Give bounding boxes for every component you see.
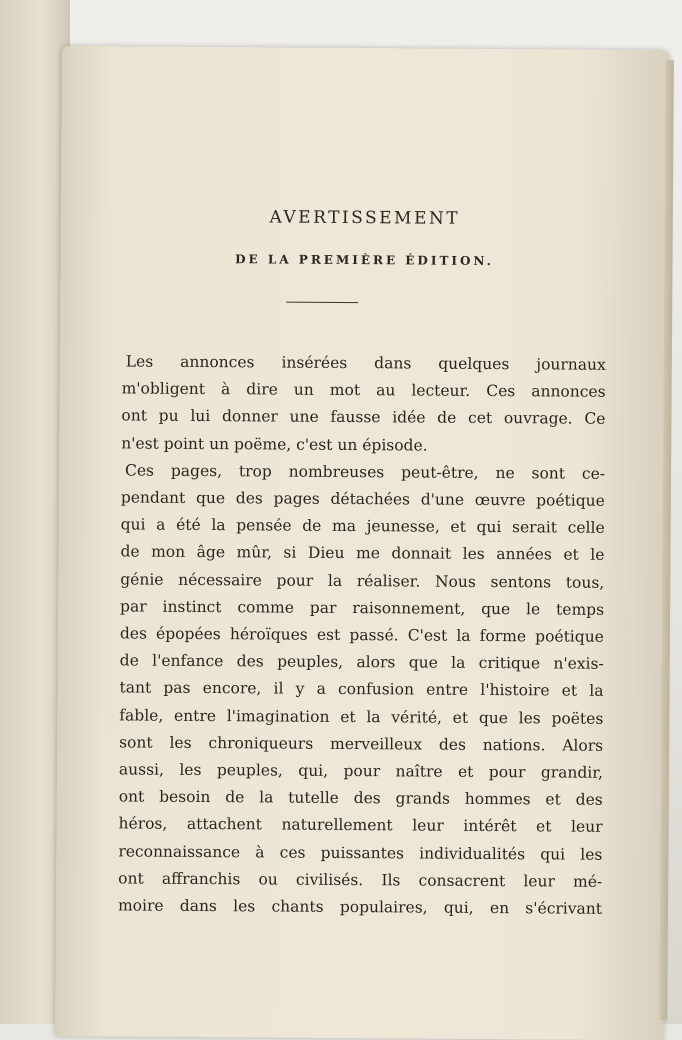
book-page: [55, 46, 670, 1040]
text-line: m'obligent à dire un mot au lecteur. Ces annonces: [121, 379, 606, 402]
text-line: pendant que des pages détachées d'une œuvre poétique: [120, 488, 605, 510]
text-line: fable, entre l'imagination et la vérité, et que les poëtes: [119, 706, 604, 728]
text-line: ont affranchis ou civilisés. Ils consacrent leur mé-: [118, 869, 603, 891]
text-line: de l'enfance des peuples, alors que la critique n'exis-: [119, 651, 604, 674]
text-line: n'est point un poëme, c'est un épisode.: [121, 434, 428, 455]
text-line: qui a été la pensée de ma jeunesse, et qui serait celle: [120, 515, 605, 538]
text-line: ont besoin de la tutelle des grands hommes et des: [118, 787, 603, 810]
text-line: reconnaissance à ces puissantes individualités qui les: [118, 842, 603, 864]
text-line: Ces pages, trop nombreuses peut-être, ne sont ce-: [124, 461, 606, 483]
text-line: sont les chroniqueurs merveilleux des nations. Alors: [119, 733, 604, 755]
text-line: par instinct comme par raisonnement, que le temps: [120, 597, 605, 619]
text-line: ont pu lui donner une fausse idée de cet ouvrage. Ce: [121, 406, 606, 429]
text-line: héros, attachent naturellement leur intérêt et leur: [118, 814, 603, 837]
text-line: moire dans les chants populaires, qui, en s'écrivant: [117, 896, 603, 918]
text-line: aussi, les peuples, qui, pour naître et pour grandir,: [118, 760, 604, 782]
text-line: tant pas encore, il y a confusion entre l'histoire et la: [119, 678, 604, 701]
divider-rule: [286, 302, 358, 304]
text-line: des épopées héroïques est passé. C'est la forme poétique: [119, 624, 604, 646]
page-subtitle: DE LA PREMIÈRE ÉDITION.: [235, 252, 494, 269]
body-text: [118, 348, 606, 923]
text-line: de mon âge mûr, si Dieu me donnait les années et le: [120, 542, 605, 565]
page-title: AVERTISSEMENT: [269, 207, 461, 229]
text-line: Les annonces insérées dans quelques journaux: [125, 352, 606, 374]
text-line: génie nécessaire pour la réaliser. Nous sentons tous,: [120, 570, 605, 592]
